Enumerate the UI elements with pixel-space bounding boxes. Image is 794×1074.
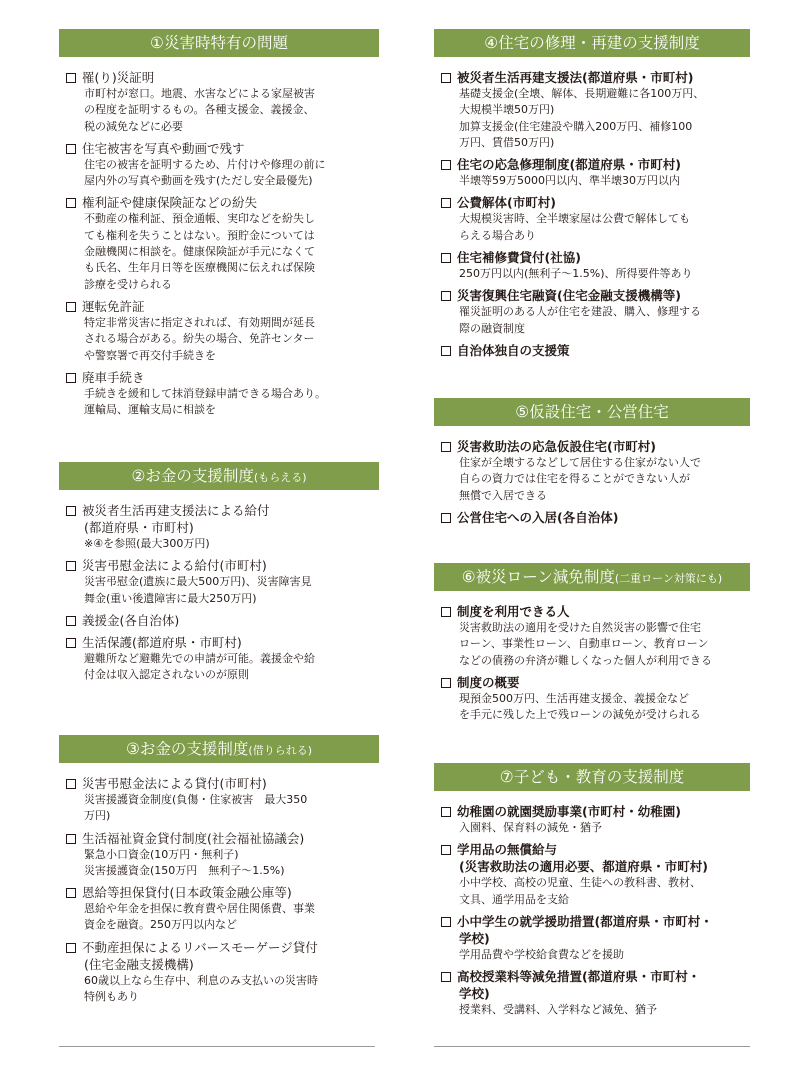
item-description: を手元に残した上で残ローンの減免が受けられる xyxy=(459,708,701,722)
item-description: される場合がある。紛失の場合、免許センター xyxy=(84,332,315,346)
item-title xyxy=(434,913,750,930)
list-item xyxy=(434,194,750,244)
item-title-text: 公費解体(市町村) xyxy=(457,195,556,211)
item-title xyxy=(59,69,379,86)
list-item xyxy=(434,156,750,189)
section-subtitle: (もらえる) xyxy=(253,471,307,484)
item-description: 特定非常災害に指定されれば、有効期間が延長 xyxy=(84,315,315,329)
item-description: 屋内外の写真や動画を残す(ただし安全最優先) xyxy=(84,174,313,188)
item-title-text: 権利証や健康保険証などの紛失 xyxy=(82,195,258,211)
item-title-text: 生活保護(都道府県・市町村) xyxy=(82,634,242,650)
item-title-text: 災害弔慰金法による給付(市町村) xyxy=(82,558,267,574)
checkbox-icon xyxy=(66,561,76,571)
checkbox-icon xyxy=(441,607,451,617)
list-item xyxy=(434,509,750,526)
item-description: 不動産の権利証、預金通帳、実印などを紛失し xyxy=(84,212,315,226)
item-title-text: 制度を利用できる人 xyxy=(457,604,570,619)
list-item xyxy=(59,369,379,419)
section-left-2 xyxy=(59,462,379,688)
item-title xyxy=(59,884,379,901)
item-title xyxy=(59,502,379,519)
checkbox-icon xyxy=(441,513,451,523)
item-title xyxy=(434,803,750,820)
item-list xyxy=(434,69,750,359)
item-title-text: 廃車手続き xyxy=(82,369,145,385)
section-title: ⑦子ども・教育の支援制度 xyxy=(499,768,685,786)
section-header xyxy=(59,462,379,490)
item-description: 市町村が窓口。地震、水害などによる家屋被害 xyxy=(84,87,315,100)
item-title xyxy=(59,612,379,629)
item-description: 万円) xyxy=(84,809,111,823)
section-left-1 xyxy=(59,29,379,423)
bottom-rule-right xyxy=(434,1046,750,1047)
section-right-4 xyxy=(434,763,750,1023)
item-title xyxy=(434,603,750,620)
list-item xyxy=(59,502,379,552)
section-header xyxy=(434,29,750,57)
item-title-text: 学用品の無償給与 xyxy=(457,842,558,858)
section-title: ②お金の支援制度 xyxy=(131,467,254,485)
section-title: ③お金の支援制度 xyxy=(126,740,249,758)
section-right-2 xyxy=(434,398,750,531)
bottom-rule-left xyxy=(59,1046,375,1047)
item-description: 舞金(重い後遺障害に最大250万円) xyxy=(84,591,257,605)
item-description: 60歳以上なら生存中、利息のみ支払いの災害時 xyxy=(84,973,318,987)
item-description: 文具、通学用品を支給 xyxy=(459,892,569,906)
item-list xyxy=(59,775,379,1005)
item-title xyxy=(59,830,379,847)
checkbox-icon xyxy=(441,972,451,982)
item-title-cont: 学校) xyxy=(459,930,490,946)
section-header xyxy=(59,735,379,763)
item-title xyxy=(434,249,750,266)
list-item xyxy=(59,634,379,684)
list-item xyxy=(434,603,750,669)
item-description: ※④を参照(最大300万円) xyxy=(84,537,210,550)
list-item xyxy=(434,342,750,359)
item-title xyxy=(59,634,379,651)
item-title-text: 災害弔慰金法による貸付(市町村) xyxy=(82,776,267,791)
item-description: 恩給や年金を担保に教育費や居住関係費、事業 xyxy=(84,902,315,916)
section-header xyxy=(59,29,379,57)
list-item xyxy=(434,249,750,282)
checkbox-icon xyxy=(66,198,76,208)
checkbox-icon xyxy=(66,779,76,789)
item-description: 小中学校、高校の児童、生徒への教科書、教材、 xyxy=(459,876,701,890)
checkbox-icon xyxy=(441,845,451,855)
list-item xyxy=(59,69,379,135)
checkbox-icon xyxy=(66,373,76,383)
item-description: 手続きを緩和して抹消登録申請できる場合あり。 xyxy=(84,386,326,400)
item-title-text: 義援金(各自治体) xyxy=(82,612,180,628)
checkbox-icon xyxy=(66,638,76,648)
item-description: 緊急小口資金(10万円・無利子) xyxy=(84,847,239,861)
item-title xyxy=(434,69,750,86)
checkbox-icon xyxy=(66,888,76,898)
item-title-text: 幼稚園の就園奨励事業(市町村・幼稚園) xyxy=(457,804,681,819)
list-item xyxy=(434,69,750,151)
item-description: 特例もあり xyxy=(84,990,139,1004)
item-description: 災害弔慰金(遺族に最大500万円)、災害障害見 xyxy=(84,575,312,589)
section-title: ④住宅の修理・再建の支援制度 xyxy=(484,34,700,52)
checkbox-icon xyxy=(66,616,76,626)
checkbox-icon xyxy=(66,144,76,154)
list-item xyxy=(59,557,379,607)
item-title-text: 高校授業料等減免措置(都道府県・市町村・ xyxy=(457,969,701,985)
item-list xyxy=(59,502,379,683)
item-title-text: 公営住宅への入居(各自治体) xyxy=(457,509,619,525)
item-description: 基礎支援金(全壊、解体、長期避難に各100万円、 xyxy=(459,87,705,100)
section-header xyxy=(434,563,750,591)
item-title xyxy=(59,298,379,315)
item-title-text: 不動産担保によるリバースモーゲージ貸付 xyxy=(82,939,318,955)
section-subtitle: (借りられる) xyxy=(248,744,312,757)
item-title-text: 運転免許証 xyxy=(82,298,145,314)
checkbox-icon xyxy=(441,346,451,356)
section-title: ⑤仮設住宅・公営住宅 xyxy=(515,403,669,421)
list-item xyxy=(59,298,379,364)
list-item xyxy=(434,438,750,504)
section-title: ①災害時特有の問題 xyxy=(150,34,288,52)
list-item xyxy=(59,612,379,629)
section-right-3 xyxy=(434,563,750,728)
item-title xyxy=(434,438,750,455)
item-title-text: 小中学生の就学援助措置(都道府県・市町村・ xyxy=(457,913,713,929)
item-title-text: 災害救助法の応急仮設住宅(市町村) xyxy=(457,439,656,454)
item-list xyxy=(434,603,750,723)
item-description: 入園料、保育料の減免・猶予 xyxy=(459,821,602,834)
item-description: 学用品費や学校給食費などを援助 xyxy=(459,947,624,961)
item-title xyxy=(434,674,750,691)
checkbox-icon xyxy=(441,73,451,83)
item-description: 運輸局、運輸支局に相談を xyxy=(84,403,216,417)
item-description: 診療を受けられる xyxy=(84,277,172,291)
checkbox-icon xyxy=(66,73,76,83)
item-title xyxy=(59,939,379,956)
checkbox-icon xyxy=(441,253,451,263)
item-title xyxy=(59,369,379,386)
item-description: 自らの資力では住宅を得ることができない人が xyxy=(459,472,690,486)
list-item xyxy=(59,775,379,825)
item-title-text: 制度の概要 xyxy=(457,674,520,690)
item-title-text: 被災者生活再建支援法(都道府県・市町村) xyxy=(457,70,694,85)
item-description: 授業料、受講料、入学料など減免、猶予 xyxy=(459,1003,657,1017)
item-description: らえる場合あり xyxy=(459,228,536,242)
item-description: 250万円以内(無利子〜1.5%)、所得要件等あり xyxy=(459,267,693,281)
section-left-3 xyxy=(59,735,379,1010)
item-description: 罹災証明のある人が住宅を建設、購入、修理する xyxy=(459,305,701,319)
section-right-1 xyxy=(434,29,750,364)
item-description: 現預金500万円、生活再建支援金、義援金など xyxy=(459,691,689,705)
item-description: 税の減免などに必要 xyxy=(84,119,183,133)
item-description: などの債務の弁済が難しくなった個人が利用できる xyxy=(459,653,712,667)
item-title xyxy=(59,140,379,157)
checkbox-icon xyxy=(441,807,451,817)
list-item xyxy=(434,913,750,963)
item-description: 無償で入居できる xyxy=(459,488,547,502)
item-description: の程度を証明するもの。各種支援金、義援金、 xyxy=(84,103,315,117)
item-title xyxy=(59,775,379,792)
section-subtitle: (二重ローン対策にも) xyxy=(614,572,723,585)
item-title-text: 住宅被害を写真や動画で残す xyxy=(82,140,245,156)
item-list xyxy=(434,438,750,526)
item-title-text: 住宅の応急修理制度(都道府県・市町村) xyxy=(457,157,681,173)
list-item xyxy=(434,287,750,337)
checkbox-icon xyxy=(441,198,451,208)
item-list xyxy=(59,69,379,418)
item-description: 住家が全壊するなどして居住する住家がない人で xyxy=(459,456,701,469)
item-title-cont: (災害救助法の適用必要、都道府県・市町村) xyxy=(459,859,708,875)
item-description: 付金は収入認定されないのが原則 xyxy=(84,668,249,682)
item-description: ても権利を失うことはない。預貯金については xyxy=(84,228,315,242)
item-title-cont: (都道府県・市町村) xyxy=(84,520,194,535)
checkbox-icon xyxy=(66,834,76,844)
item-title xyxy=(434,156,750,173)
list-item xyxy=(59,939,379,1006)
item-description: 災害援護資金(150万円 無利子〜1.5%) xyxy=(84,863,285,877)
item-title xyxy=(434,841,750,858)
item-title xyxy=(434,287,750,304)
item-title-cont: 学校) xyxy=(459,986,490,1002)
item-title-text: 住宅補修費貸付(社協) xyxy=(457,250,581,266)
item-title xyxy=(434,342,750,359)
list-item xyxy=(59,140,379,190)
item-description: 半壊等59万5000円以内、準半壊30万円以内 xyxy=(459,174,680,188)
item-description: 災害救助法の適用を受けた自然災害の影響で住宅 xyxy=(459,621,701,634)
item-title-cont: (住宅金融支援機構) xyxy=(84,956,194,972)
list-item xyxy=(59,884,379,934)
item-description: 避難所など避難先での申請が可能。義援金や給 xyxy=(84,651,315,665)
checkbox-icon xyxy=(441,160,451,170)
checkbox-icon xyxy=(441,678,451,688)
item-title-text: 災害復興住宅融資(住宅金融支援機構等) xyxy=(457,288,681,304)
item-description: 資金を融資。250万円以内など xyxy=(84,918,237,932)
checkbox-icon xyxy=(66,506,76,516)
item-title-text: 被災者生活再建支援法による給付 xyxy=(82,503,270,518)
list-item xyxy=(434,968,750,1018)
item-description: 万円、賃借50万円) xyxy=(459,135,555,149)
item-description: 金融機関に相談を。健康保険証が手元になくて xyxy=(84,245,315,259)
list-item xyxy=(434,841,750,908)
item-title xyxy=(434,509,750,526)
item-title-text: 自治体独自の支援策 xyxy=(457,342,570,358)
item-title xyxy=(434,968,750,985)
checkbox-icon xyxy=(66,943,76,953)
item-description: 大規模災害時、全半壊家屋は公費で解体しても xyxy=(459,212,690,226)
item-description: 住宅の被害を証明するため、片付けや修理の前に xyxy=(84,157,326,171)
list-item xyxy=(434,803,750,836)
item-description: や警察署で再交付手続きを xyxy=(84,348,216,362)
list-item xyxy=(59,830,379,880)
item-title xyxy=(59,557,379,574)
list-item xyxy=(59,194,379,292)
list-item xyxy=(434,674,750,724)
checkbox-icon xyxy=(66,302,76,312)
item-description: 加算支援金(住宅建設や購入200万円、補修100 xyxy=(459,119,693,133)
item-title xyxy=(434,194,750,211)
section-header xyxy=(434,398,750,426)
checkbox-icon xyxy=(441,442,451,452)
item-description: 災害援護資金制度(負傷・住家被害 最大350 xyxy=(84,793,308,806)
item-list xyxy=(434,803,750,1018)
item-title-text: 生活福祉資金貸付制度(社会福祉協議会) xyxy=(82,830,305,846)
item-description: ローン、事業性ローン、自動車ローン、教育ローン xyxy=(459,637,709,651)
item-title-text: 罹(り)災証明 xyxy=(82,70,155,85)
item-description: も氏名、生年月日等を医療機関に伝えれば保険 xyxy=(84,261,315,275)
item-description: 際の融資制度 xyxy=(459,321,525,335)
checkbox-icon xyxy=(441,917,451,927)
item-description: 大規模半壊50万円) xyxy=(459,103,555,117)
item-title-text: 恩給等担保貸付(日本政策金融公庫等) xyxy=(82,885,292,901)
checkbox-icon xyxy=(441,291,451,301)
section-header xyxy=(434,763,750,791)
section-title: ⑥被災ローン減免制度 xyxy=(461,568,615,586)
item-title xyxy=(59,194,379,211)
